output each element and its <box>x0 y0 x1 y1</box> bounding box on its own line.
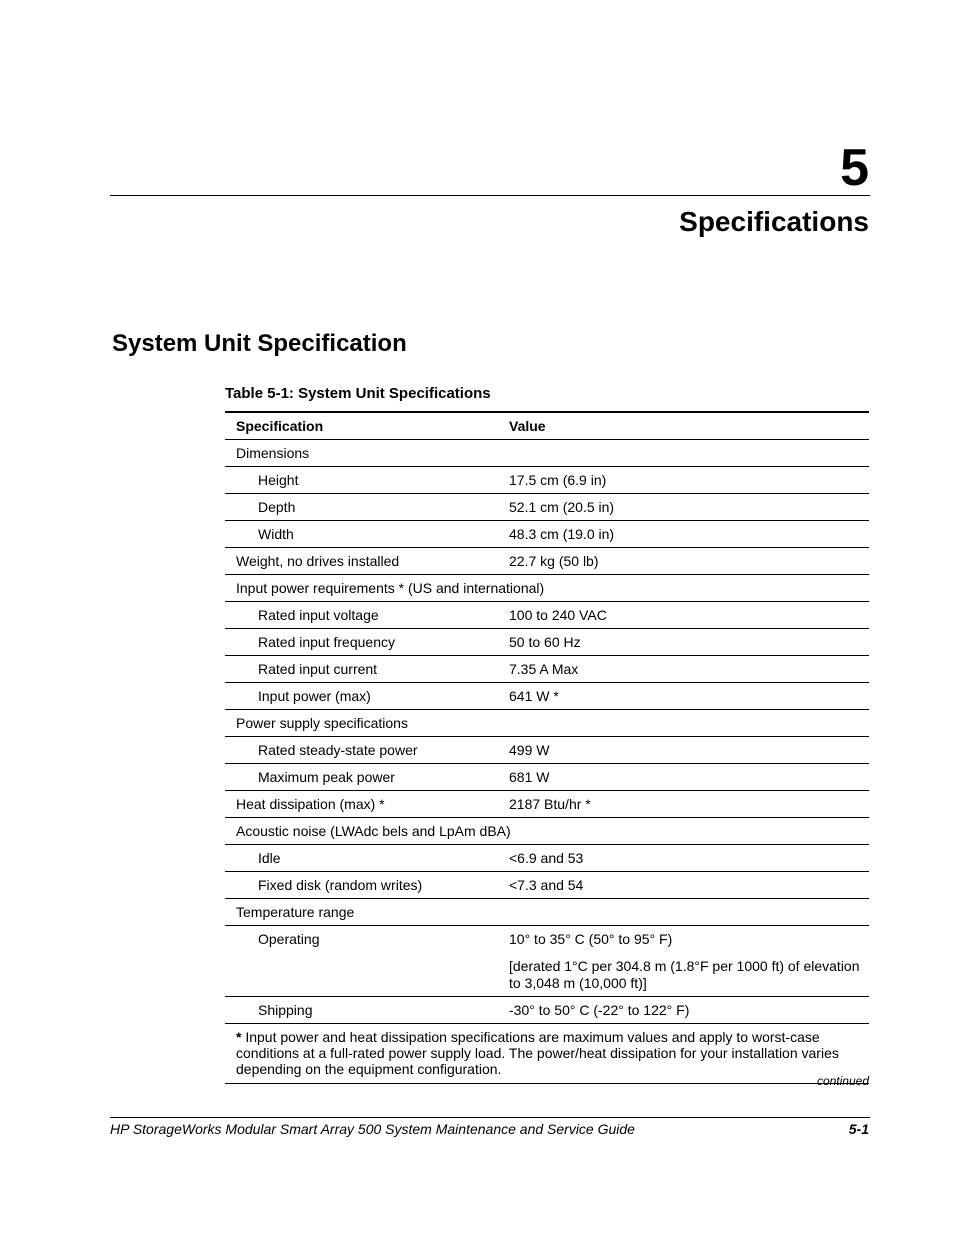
spec-table <box>225 411 869 1084</box>
value-cell <box>499 494 869 520</box>
table-row <box>225 764 869 791</box>
chapter-rule <box>110 195 870 196</box>
value-cell <box>499 602 869 628</box>
value-cell <box>499 683 869 709</box>
value-text: 7.35 A Max <box>509 661 579 677</box>
table-body <box>225 440 869 1024</box>
value-cell <box>499 872 869 898</box>
header-value: Value <box>509 418 546 434</box>
spec-cell: Height <box>258 472 299 488</box>
table-row <box>225 629 869 656</box>
table-footnote <box>225 1024 869 1083</box>
value-text: <6.9 and 53 <box>509 850 584 866</box>
value-cell <box>499 926 869 996</box>
table-row <box>225 548 869 575</box>
table-row <box>225 683 869 710</box>
value-text: 10° to 35° C (50° to 95° F) <box>509 931 673 947</box>
spec-cell: Depth <box>258 499 296 515</box>
spec-cell: Rated input current <box>258 661 378 677</box>
footer-rule <box>110 1117 870 1118</box>
header-specification: Specification <box>236 418 324 434</box>
spec-cell: Dimensions <box>236 445 310 461</box>
value-cell <box>499 737 869 763</box>
value-text: 50 to 60 Hz <box>509 634 581 650</box>
spec-cell: Width <box>258 526 294 542</box>
spec-cell: Input power (max) <box>258 688 371 704</box>
footnote-text: Input power and heat dissipation specifications are maximum values and apply to worst-case conditions at a full-rated power supply load. The power/heat dissipation for your installation varies depending on the equipment configuration. <box>236 1029 839 1077</box>
table-row <box>225 575 869 602</box>
value-cell <box>499 791 869 817</box>
spec-cell: Rated input frequency <box>258 634 395 650</box>
table-row <box>225 845 869 872</box>
value-text: 22.7 kg (50 lb) <box>509 553 599 569</box>
table-row <box>225 791 869 818</box>
value-cell <box>499 629 869 655</box>
value-text: 2187 Btu/hr * <box>509 796 591 812</box>
spec-cell: Idle <box>258 850 281 866</box>
value-text: 499 W <box>509 742 550 758</box>
spec-cell: Heat dissipation (max) * <box>236 796 385 812</box>
spec-cell: Input power requirements * (US and international) <box>236 580 545 596</box>
value-cell <box>499 521 869 547</box>
value-cell <box>499 656 869 682</box>
spec-cell: Fixed disk (random writes) <box>258 877 423 893</box>
table-row <box>225 899 869 926</box>
spec-cell: Acoustic noise (LWAdc bels and LpAm dBA) <box>236 823 511 839</box>
table-row <box>225 997 869 1024</box>
table-row <box>225 602 869 629</box>
value-text: 48.3 cm (19.0 in) <box>509 526 615 542</box>
table-row <box>225 656 869 683</box>
table-header-row <box>225 413 869 440</box>
value-text: <7.3 and 54 <box>509 877 584 893</box>
spec-cell: Weight, no drives installed <box>236 553 400 569</box>
spec-cell: Operating <box>258 931 320 947</box>
table-row <box>225 926 869 997</box>
value-text: 100 to 240 VAC <box>509 607 607 623</box>
continued-label: continued <box>816 1074 869 1088</box>
footer-text: HP StorageWorks Modular Smart Array 500 System Maintenance and Service Guide <box>110 1121 635 1137</box>
value-cell <box>499 467 869 493</box>
table-row <box>225 872 869 899</box>
chapter-number: 5 <box>840 139 869 197</box>
value-text: 641 W * <box>509 688 559 704</box>
value-text: 52.1 cm (20.5 in) <box>509 499 615 515</box>
table-row <box>225 467 869 494</box>
value-cell <box>499 845 869 871</box>
value-text: 681 W <box>509 769 550 785</box>
spec-cell: Shipping <box>258 1002 313 1018</box>
table-row <box>225 521 869 548</box>
table-caption: Table 5-1: System Unit Specifications <box>225 385 491 402</box>
value-note: [derated 1°C per 304.8 m (1.8°F per 1000 ft) of elevation to 3,048 m (10,000 ft)] <box>509 958 860 991</box>
table-row <box>225 737 869 764</box>
spec-cell: Rated steady-state power <box>258 742 418 758</box>
footnote-marker: * <box>236 1029 242 1045</box>
value-cell <box>499 548 869 574</box>
spec-cell: Maximum peak power <box>258 769 395 785</box>
footer-page-number: 5-1 <box>848 1121 869 1137</box>
spec-cell: Temperature range <box>236 904 355 920</box>
section-title: System Unit Specification <box>112 330 407 357</box>
value-cell <box>499 997 869 1023</box>
value-text: 17.5 cm (6.9 in) <box>509 472 607 488</box>
chapter-title: Specifications <box>679 206 869 237</box>
table-row <box>225 710 869 737</box>
value-cell <box>499 764 869 790</box>
table-row <box>225 494 869 521</box>
spec-cell: Power supply specifications <box>236 715 408 731</box>
value-text: -30° to 50° C (-22° to 122° F) <box>509 1002 690 1018</box>
spec-cell: Rated input voltage <box>258 607 379 623</box>
table-row <box>225 440 869 467</box>
table-row <box>225 818 869 845</box>
